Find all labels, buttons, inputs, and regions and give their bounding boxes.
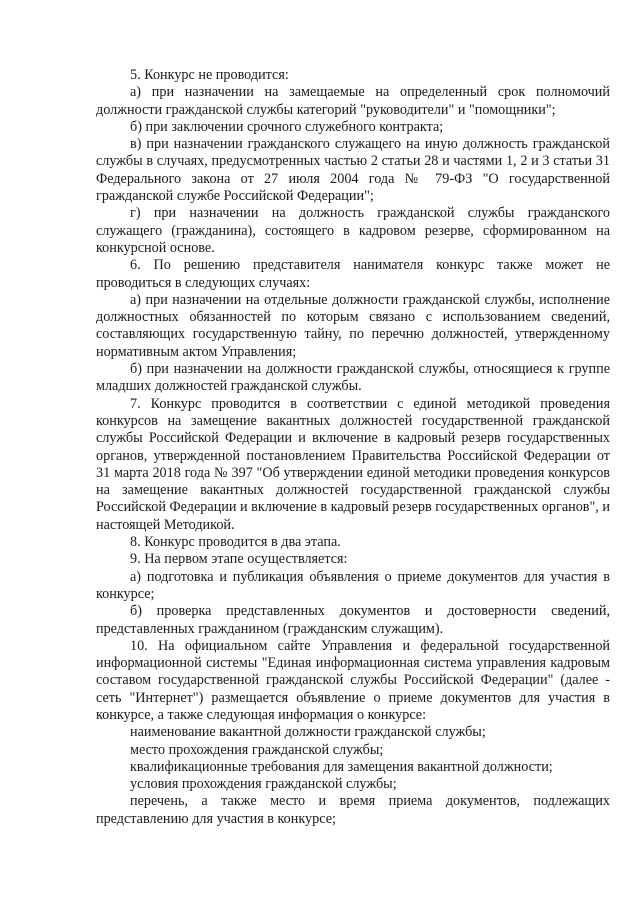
paragraph-5b: б) при заключении срочного служебного контракта; xyxy=(130,118,444,135)
paragraph-9-heading: 9. На первом этапе осуществляется: xyxy=(130,551,348,568)
paragraph-9b: б) проверка представленных документов и достоверности сведений, представленных гражданином (гражданским служащим). xyxy=(96,603,610,637)
paragraph-5v: в) при назначении гражданского служащего на иную должность гражданской службы в случаях, предусмотренных частью 2 статьи 28 и частями 1, 2 и 3 статьи 31 Федерального закона от 27 июля 2004 года № 79-ФЗ "О государственной гражданской службе Российской Федерации"; xyxy=(96,136,610,205)
list-item: перечень, а также место и время приема документов, подлежащих представлению для участия в конкурсе; xyxy=(96,793,610,827)
list-item: наименование вакантной должности гражданской службы; xyxy=(130,724,486,741)
paragraph-6b: б) при назначении на должности гражданской службы, относящиеся к группе младших должностей гражданской службы. xyxy=(96,361,610,395)
paragraph-5-heading: 5. Конкурс не проводится: xyxy=(130,67,289,83)
paragraph-9a: а) подготовка и публикация объявления о приеме документов для участия в конкурсе; xyxy=(96,568,610,602)
paragraph-5g: г) при назначении на должность гражданской службы гражданского служащего (гражданина), состоящего в кадровом резерве, сформированном на конкурсной основе. xyxy=(96,205,610,256)
paragraph-7: 7. Конкурс проводится в соответствии с единой методикой проведения конкурсов на замещение вакантных должностей государственной гражданской службы Российской Федерации и включение в кадровый резерв государственных органов, утвержденной постановлением Правительства Российской Федерации от 31 марта 2018 года № 397 "Об утверждении единой методики проведения конкурсов на замещение вакантных должностей государственной гражданской службы Российской Федерации и включение в кадровый резерв государственных органов", и настоящей Методикой. xyxy=(96,395,610,533)
list-item: место прохождения гражданской службы; xyxy=(130,741,384,758)
paragraph-6-heading: 6. По решению представителя нанимателя конкурс также может не проводиться в следующих случаях: xyxy=(96,257,610,291)
list-item: квалификационные требования для замещения вакантной должности; xyxy=(130,758,553,775)
paragraph-8: 8. Конкурс проводится в два этапа. xyxy=(130,534,341,551)
list-item: условия прохождения гражданской службы; xyxy=(130,776,397,793)
paragraph-6a: а) при назначении на отдельные должности гражданской службы, исполнение должностных обязанностей по которым связано с использованием сведений, составляющих государственную тайну, по перечню должностей, утвержденному нормативным актом Управления; xyxy=(96,291,610,360)
document-body xyxy=(96,67,610,828)
paragraph-10: 10. На официальном сайте Управления и федеральной государственной информационной системы "Единая информационная система управления кадровым составом государственной гражданской службы Российской Федерации" (далее - сеть "Интернет") размещается объявление о приеме документов для участия в конкурсе, а также следующая информация о конкурсе: xyxy=(96,637,610,723)
paragraph-5a: а) при назначении на замещаемые на определенный срок полномочий должности гражданской службы категорий "руководители" и "помощники"; xyxy=(96,84,610,118)
